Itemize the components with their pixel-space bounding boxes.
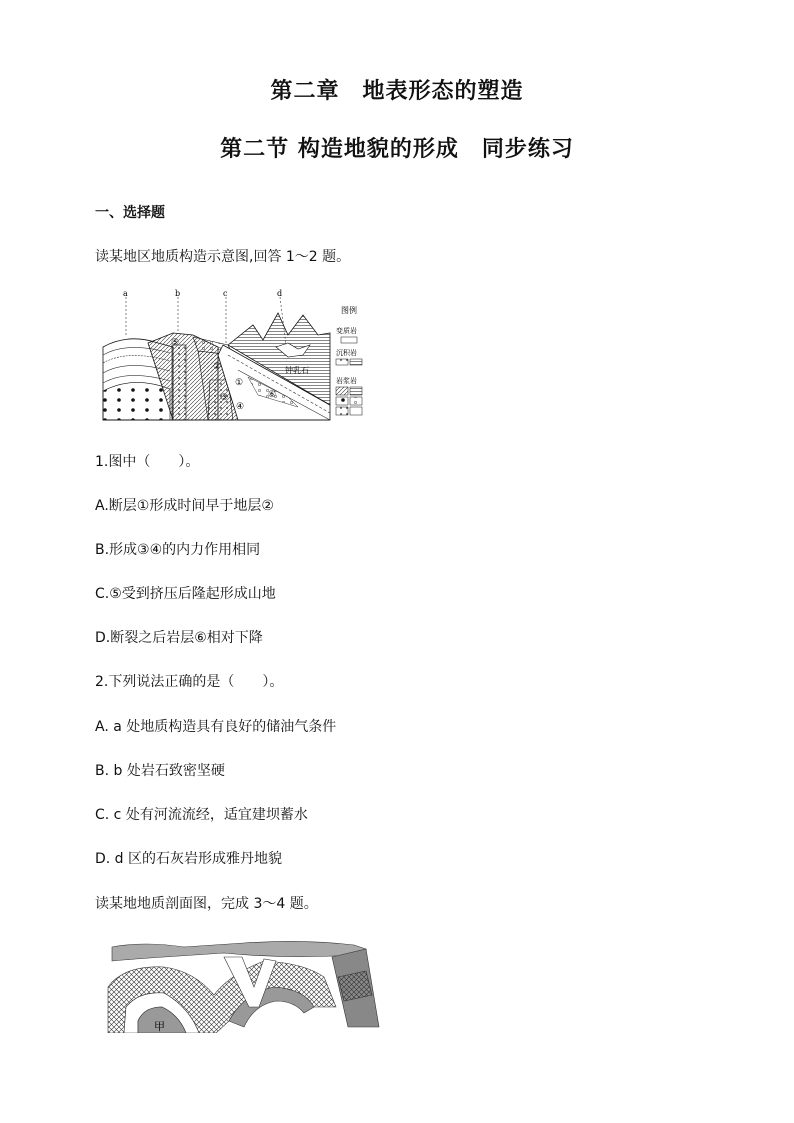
layer-label-2: ② (213, 362, 222, 372)
cave-label: 钟乳石 (285, 366, 309, 375)
question-1-option-a: A.断层①形成时间早于地层② (95, 498, 274, 514)
question-1-option-b: B.形成③④的内力作用相同 (95, 542, 261, 558)
question-2-option-b: B. b 处岩石致密坚硬 (95, 763, 225, 779)
question-2-option-a: A. a 处地质构造具有良好的储油气条件 (95, 719, 337, 735)
layer-label-1: ① (235, 378, 244, 388)
intro-text-2: 读某地地质剖面图，完成 3～4 题。 (95, 896, 318, 912)
question-2-stem: 2.下列说法正确的是（ ）。 (95, 674, 284, 690)
legend-title: 图例 (341, 306, 357, 315)
figure-label-jia: 甲 (154, 1020, 165, 1033)
section-heading: 一、选择题 (95, 205, 165, 221)
question-2-option-d: D. d 区的石灰岩形成雅丹地貌 (95, 851, 283, 867)
marker-b: b (175, 289, 181, 298)
marker-d: d (277, 289, 283, 298)
marker-a: a (123, 289, 128, 298)
chapter-title: 第二章 地表形态的塑造 (270, 78, 524, 104)
intro-text-1: 读某地区地质构造示意图,回答 1～2 题。 (95, 249, 351, 265)
legend-igneous: 岩浆岩 (336, 377, 357, 385)
geology-structure-diagram (98, 285, 370, 423)
layer-label-3: ③ (220, 393, 229, 403)
question-1-stem: 1.图中（ ）。 (95, 454, 200, 470)
legend-metamorphic: 变质岩 (336, 327, 357, 335)
question-1-option-c: C.⑤受到挤压后隆起形成山地 (95, 586, 276, 602)
marker-c: c (223, 289, 228, 298)
legend-sedimentary: 沉积岩 (336, 349, 357, 357)
section-title: 第二节 构造地貌的形成 同步练习 (220, 136, 574, 162)
layer-label-6: ⑥ (268, 390, 277, 400)
geology-cross-section-diagram (104, 937, 384, 1033)
layer-label-5: ⑤ (171, 338, 180, 348)
question-2-option-c: C. c 处有河流流经，适宜建坝蓄水 (95, 807, 308, 823)
layer-label-4: ④ (236, 402, 245, 412)
question-1-option-d: D.断裂之后岩层⑥相对下降 (95, 630, 263, 646)
